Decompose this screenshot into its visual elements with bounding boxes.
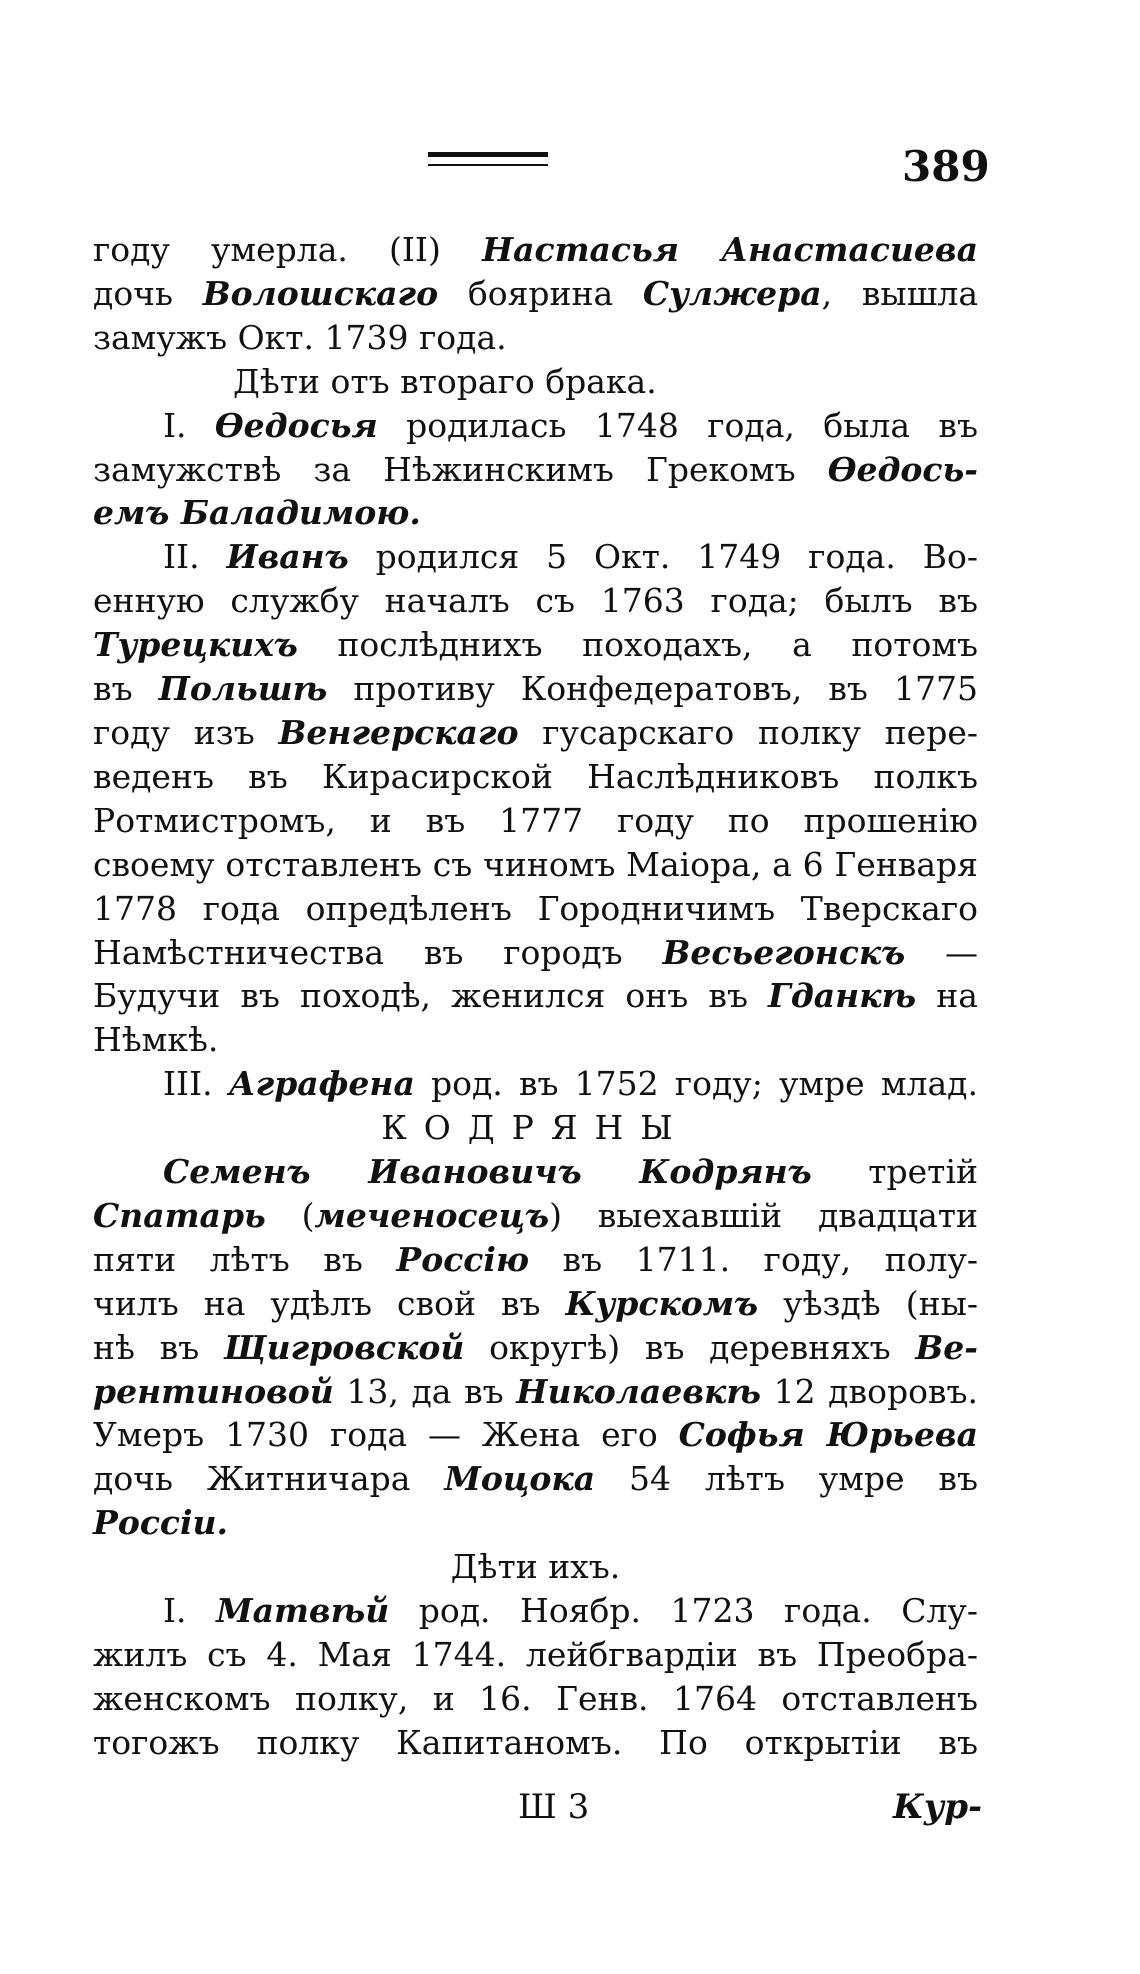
- italic-text: Весьегонскъ: [662, 932, 906, 972]
- text-line: [93, 887, 978, 931]
- italic-text: Россію: [396, 1239, 529, 1279]
- text-line: [93, 1062, 978, 1106]
- text-run: уѣздѣ (ны-: [758, 1283, 978, 1323]
- italic-text: Гданкѣ: [768, 976, 917, 1016]
- text-run: 13, да въ: [333, 1371, 517, 1411]
- text-line: [93, 228, 978, 272]
- text-line: [93, 931, 978, 975]
- italic-text: емъ Баладимою.: [93, 493, 421, 533]
- italic-text: Россіи.: [93, 1503, 229, 1543]
- header-rule: [428, 152, 548, 166]
- text-line: [93, 1721, 978, 1765]
- text-run: 1778 года опредѣленъ Городничимъ Тверскаго: [93, 888, 978, 928]
- italic-text: Иванъ: [226, 537, 349, 577]
- text-run: , вышла: [821, 273, 979, 313]
- text-line: [93, 1633, 978, 1677]
- text-line: [93, 316, 978, 360]
- text-run: дочь Житничара: [93, 1459, 445, 1499]
- text-line: [93, 1150, 978, 1194]
- text-line: [93, 799, 978, 843]
- text-run: чилъ на удѣлъ свой въ: [93, 1283, 566, 1323]
- text-line: [93, 1501, 978, 1545]
- text-run: веденъ въ Кирасирской Наслѣдниковъ полкъ: [93, 756, 978, 796]
- text-run: род. Ноябр. 1723 года. Слу-: [389, 1591, 978, 1631]
- italic-text: Настасья Анастасиева: [481, 230, 978, 269]
- text-line: [93, 579, 978, 623]
- text-run: нѣ въ: [93, 1327, 224, 1367]
- text-run: дочь: [93, 273, 203, 313]
- page-number: 389: [902, 142, 990, 191]
- text-run: замужъ Окт. 1739 года.: [93, 317, 507, 357]
- text-run: Умеръ 1730 года — Жена его: [93, 1415, 679, 1455]
- text-run: въ: [93, 669, 159, 709]
- text-run: жилъ съ 4. Мая 1744. лейбгвардіи въ Преобра-: [93, 1635, 978, 1674]
- text-line: [93, 1194, 978, 1238]
- text-run: —: [905, 932, 979, 972]
- signature-mark: Ш 3: [518, 1787, 590, 1827]
- text-run: 54 лѣтъ умре въ: [595, 1459, 978, 1499]
- italic-text: Семенъ Ивановичъ Кодрянъ: [163, 1152, 812, 1192]
- text-run: Дѣти отъ втораго брака.: [233, 361, 657, 401]
- text-line: [93, 667, 978, 711]
- text-line: [93, 1413, 978, 1457]
- italic-text: Курскомъ: [565, 1283, 759, 1323]
- text-run: женскомъ полку, и 16. Генв. 1764 отставленъ: [93, 1678, 978, 1718]
- italic-text: Аграфена: [228, 1064, 415, 1104]
- text-line: [93, 755, 978, 799]
- text-line: [93, 1106, 978, 1150]
- text-run: II.: [163, 537, 227, 577]
- text-line: [93, 623, 978, 667]
- text-run: боярина: [438, 273, 643, 313]
- text-line: [93, 1018, 978, 1062]
- text-line: [93, 448, 978, 492]
- italic-text: Спатарь: [93, 1195, 266, 1235]
- text-line: [93, 1238, 978, 1282]
- catchword: Кур-: [893, 1787, 983, 1827]
- text-run: послѣднихъ походахъ, а потомъ: [297, 625, 978, 665]
- text-line: [93, 1545, 978, 1589]
- text-run: противу Конфедератовъ, въ 1775: [327, 669, 978, 709]
- italic-text: Ѳедосья: [214, 405, 378, 445]
- text-line: [93, 404, 978, 448]
- text-run: 12 дворовъ.: [760, 1371, 978, 1411]
- text-run: Нѣмкѣ.: [93, 1020, 219, 1060]
- text-run: родилась 1748 года, была въ: [377, 405, 978, 445]
- text-line: [93, 1589, 978, 1633]
- text-run: округѣ) въ деревняхъ: [464, 1327, 916, 1367]
- text-run: Намѣстничества въ городъ: [93, 932, 663, 972]
- italic-text: Ѳедось-: [827, 449, 978, 489]
- text-run: пяти лѣтъ въ: [93, 1239, 397, 1279]
- text-line: [93, 711, 978, 755]
- text-run: третій: [811, 1152, 978, 1192]
- text-run: Ротмистромъ, и въ 1777 году по прошенію: [93, 800, 978, 840]
- text-run: родился 5 Окт. 1749 года. Во-: [348, 537, 978, 577]
- italic-text: Щигровской: [223, 1327, 465, 1367]
- text-run: енную службу началъ съ 1763 года; былъ въ: [93, 581, 978, 621]
- italic-text: Сулжера: [642, 273, 822, 313]
- italic-text: меченосецъ: [314, 1195, 550, 1235]
- text-run: на: [916, 976, 978, 1016]
- text-run: гусарскаго полку пере-: [518, 712, 978, 752]
- text-run: тогожъ полку Капитаномъ. По открытіи въ: [93, 1722, 978, 1762]
- italic-text: рентиновой: [93, 1371, 334, 1411]
- text-run: году изъ: [93, 712, 279, 752]
- italic-text: Николаевкѣ: [516, 1371, 761, 1411]
- text-line: [93, 1282, 978, 1326]
- text-line: [93, 535, 978, 579]
- text-line: [93, 974, 978, 1018]
- text-line: [93, 272, 978, 316]
- italic-text: Моцока: [444, 1459, 596, 1499]
- text-run: замужствѣ за Нѣжинскимъ Грекомъ: [93, 449, 828, 489]
- italic-text: Турецкихъ: [93, 625, 298, 665]
- text-run: III.: [163, 1064, 229, 1104]
- text-run: I.: [163, 405, 215, 445]
- text-run: Дѣти ихъ.: [450, 1547, 621, 1587]
- text-run: I.: [163, 1591, 217, 1631]
- text-line: [93, 1457, 978, 1501]
- text-run: въ 1711. году, полу-: [529, 1239, 978, 1279]
- text-line: [93, 360, 978, 404]
- italic-text: Матвѣй: [216, 1591, 390, 1631]
- text-line: [93, 1326, 978, 1370]
- italic-text: Польшѣ: [158, 669, 328, 709]
- text-line: [93, 1677, 978, 1721]
- text-line: [93, 1370, 978, 1414]
- text-run: Будучи въ походѣ, женился онъ въ: [93, 976, 769, 1016]
- text-run: году умерла. (II): [93, 230, 482, 269]
- text-run: (: [265, 1195, 315, 1235]
- italic-text: Ве-: [915, 1327, 978, 1367]
- text-run: КОДРЯНЫ: [381, 1108, 690, 1148]
- text-run: своему отставленъ съ чиномъ Маіора, а 6 Генваря: [93, 844, 978, 884]
- italic-text: Софья Юрьева: [678, 1415, 978, 1455]
- page-body-text: [93, 228, 978, 1765]
- text-line: [93, 843, 978, 887]
- text-run: род. въ 1752 году; умре млад.: [414, 1064, 978, 1104]
- italic-text: Волошскаго: [202, 273, 439, 313]
- text-run: ) выехавшій двадцати: [549, 1195, 978, 1235]
- text-line: [93, 491, 978, 535]
- italic-text: Венгерскаго: [278, 712, 519, 752]
